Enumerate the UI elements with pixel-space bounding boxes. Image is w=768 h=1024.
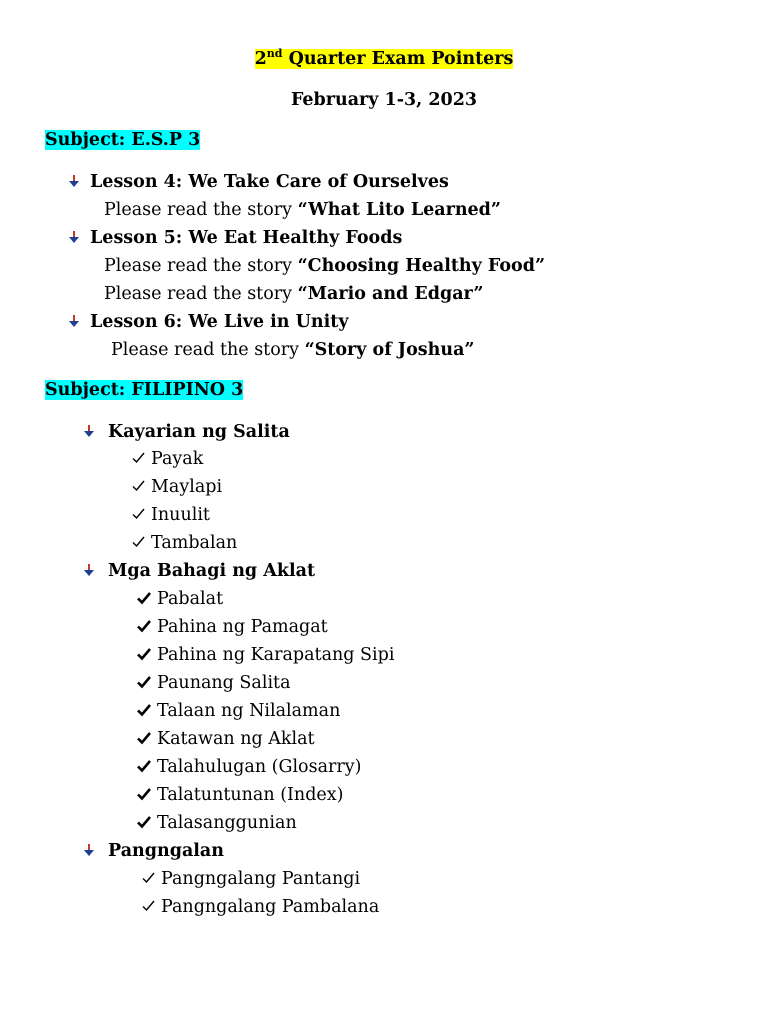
check-item-label: Pangngalang Pantangi (161, 869, 361, 889)
check-item-label: Pahina ng Pamagat (157, 617, 328, 637)
lesson-note (104, 199, 501, 221)
check-list-item (137, 756, 361, 778)
arrow-bullet-icon (83, 841, 95, 855)
check-list-item (132, 476, 222, 498)
check-list-item (137, 784, 343, 806)
note-prefix: Please read the story (104, 256, 298, 276)
check-item-label: Payak (151, 449, 204, 469)
check-item-label: Talasanggunian (157, 813, 297, 833)
lesson-title: Lesson 4: We Take Care of Ourselves (90, 172, 449, 192)
exam-date: February 1-3, 2023 (290, 90, 478, 110)
check-list-item (137, 700, 340, 722)
arrow-bullet-icon (68, 172, 80, 186)
lesson-title: Lesson 5: We Eat Healthy Foods (90, 228, 403, 248)
checkmark-icon (132, 505, 145, 519)
lesson-item (68, 171, 449, 193)
checkmark-icon (137, 645, 151, 659)
subject-heading-esp (45, 129, 200, 151)
story-title: “Choosing Healthy Food” (297, 256, 546, 276)
arrow-bullet-icon (83, 561, 95, 575)
check-item-label: Pangngalang Pambalana (161, 897, 380, 917)
check-item-label: Talatuntunan (Index) (157, 785, 344, 805)
check-list-item (132, 448, 203, 470)
checkmark-icon (132, 533, 145, 547)
note-prefix: Please read the story (104, 284, 298, 304)
checkmark-icon (137, 813, 151, 827)
story-title: “Story of Joshua” (304, 340, 475, 360)
check-item-label: Pahina ng Karapatang Sipi (157, 645, 395, 665)
arrow-bullet-icon (68, 312, 80, 326)
check-list-item (137, 644, 394, 666)
check-item-label: Pabalat (157, 589, 224, 609)
check-list-item (137, 588, 223, 610)
arrow-bullet-icon (68, 228, 80, 242)
checkmark-icon (132, 449, 145, 463)
checkmark-icon (137, 617, 151, 631)
lesson-item (68, 311, 349, 333)
note-prefix: Please read the story (111, 340, 305, 360)
check-item-label: Maylapi (151, 477, 223, 497)
topic-title: Kayarian ng Salita (108, 422, 290, 442)
checkmark-icon (137, 757, 151, 771)
check-list-item (132, 504, 210, 526)
topic-item (83, 560, 315, 582)
check-item-label: Paunang Salita (157, 673, 291, 693)
topic-item (83, 421, 290, 443)
checkmark-icon (132, 477, 145, 491)
check-item-label: Talaan ng Nilalaman (157, 701, 341, 721)
subject-heading-filipino-text: Subject: FILIPINO 3 (45, 380, 244, 400)
check-item-label: Tambalan (151, 533, 238, 553)
checkmark-icon (142, 897, 155, 911)
checkmark-icon (137, 701, 151, 715)
check-list-item (142, 896, 379, 918)
document-title (0, 48, 768, 70)
topic-title: Mga Bahagi ng Aklat (108, 561, 316, 581)
title-highlight (255, 49, 514, 69)
lesson-title: Lesson 6: We Live in Unity (90, 312, 349, 332)
check-list-item (142, 868, 360, 890)
checkmark-icon (137, 673, 151, 687)
check-list-item (137, 672, 291, 694)
check-list-item (137, 616, 328, 638)
title-ordinal-suffix: nd (266, 47, 283, 60)
checkmark-icon (137, 589, 151, 603)
check-item-label: Talahulugan (Glosarry) (157, 757, 362, 777)
check-item-label: Inuulit (151, 505, 210, 525)
subject-heading-filipino (45, 379, 243, 401)
lesson-note (111, 339, 474, 361)
story-title: “What Lito Learned” (297, 200, 501, 220)
lesson-note (104, 283, 483, 305)
check-item-label: Katawan ng Aklat (157, 729, 315, 749)
check-list-item (137, 728, 315, 750)
topic-title: Pangngalan (108, 841, 224, 861)
lesson-item (68, 227, 402, 249)
checkmark-icon (142, 869, 155, 883)
arrow-bullet-icon (83, 422, 95, 436)
checkmark-icon (137, 729, 151, 743)
title-ordinal: 2 (254, 49, 267, 69)
checkmark-icon (137, 785, 151, 799)
subject-heading-esp-text: Subject: E.S.P 3 (45, 130, 201, 150)
check-list-item (137, 812, 297, 834)
note-prefix: Please read the story (104, 200, 298, 220)
lesson-note (104, 255, 545, 277)
topic-item (83, 840, 224, 862)
story-title: “Mario and Edgar” (297, 284, 484, 304)
check-list-item (132, 532, 237, 554)
title-text: Quarter Exam Pointers (282, 49, 514, 69)
